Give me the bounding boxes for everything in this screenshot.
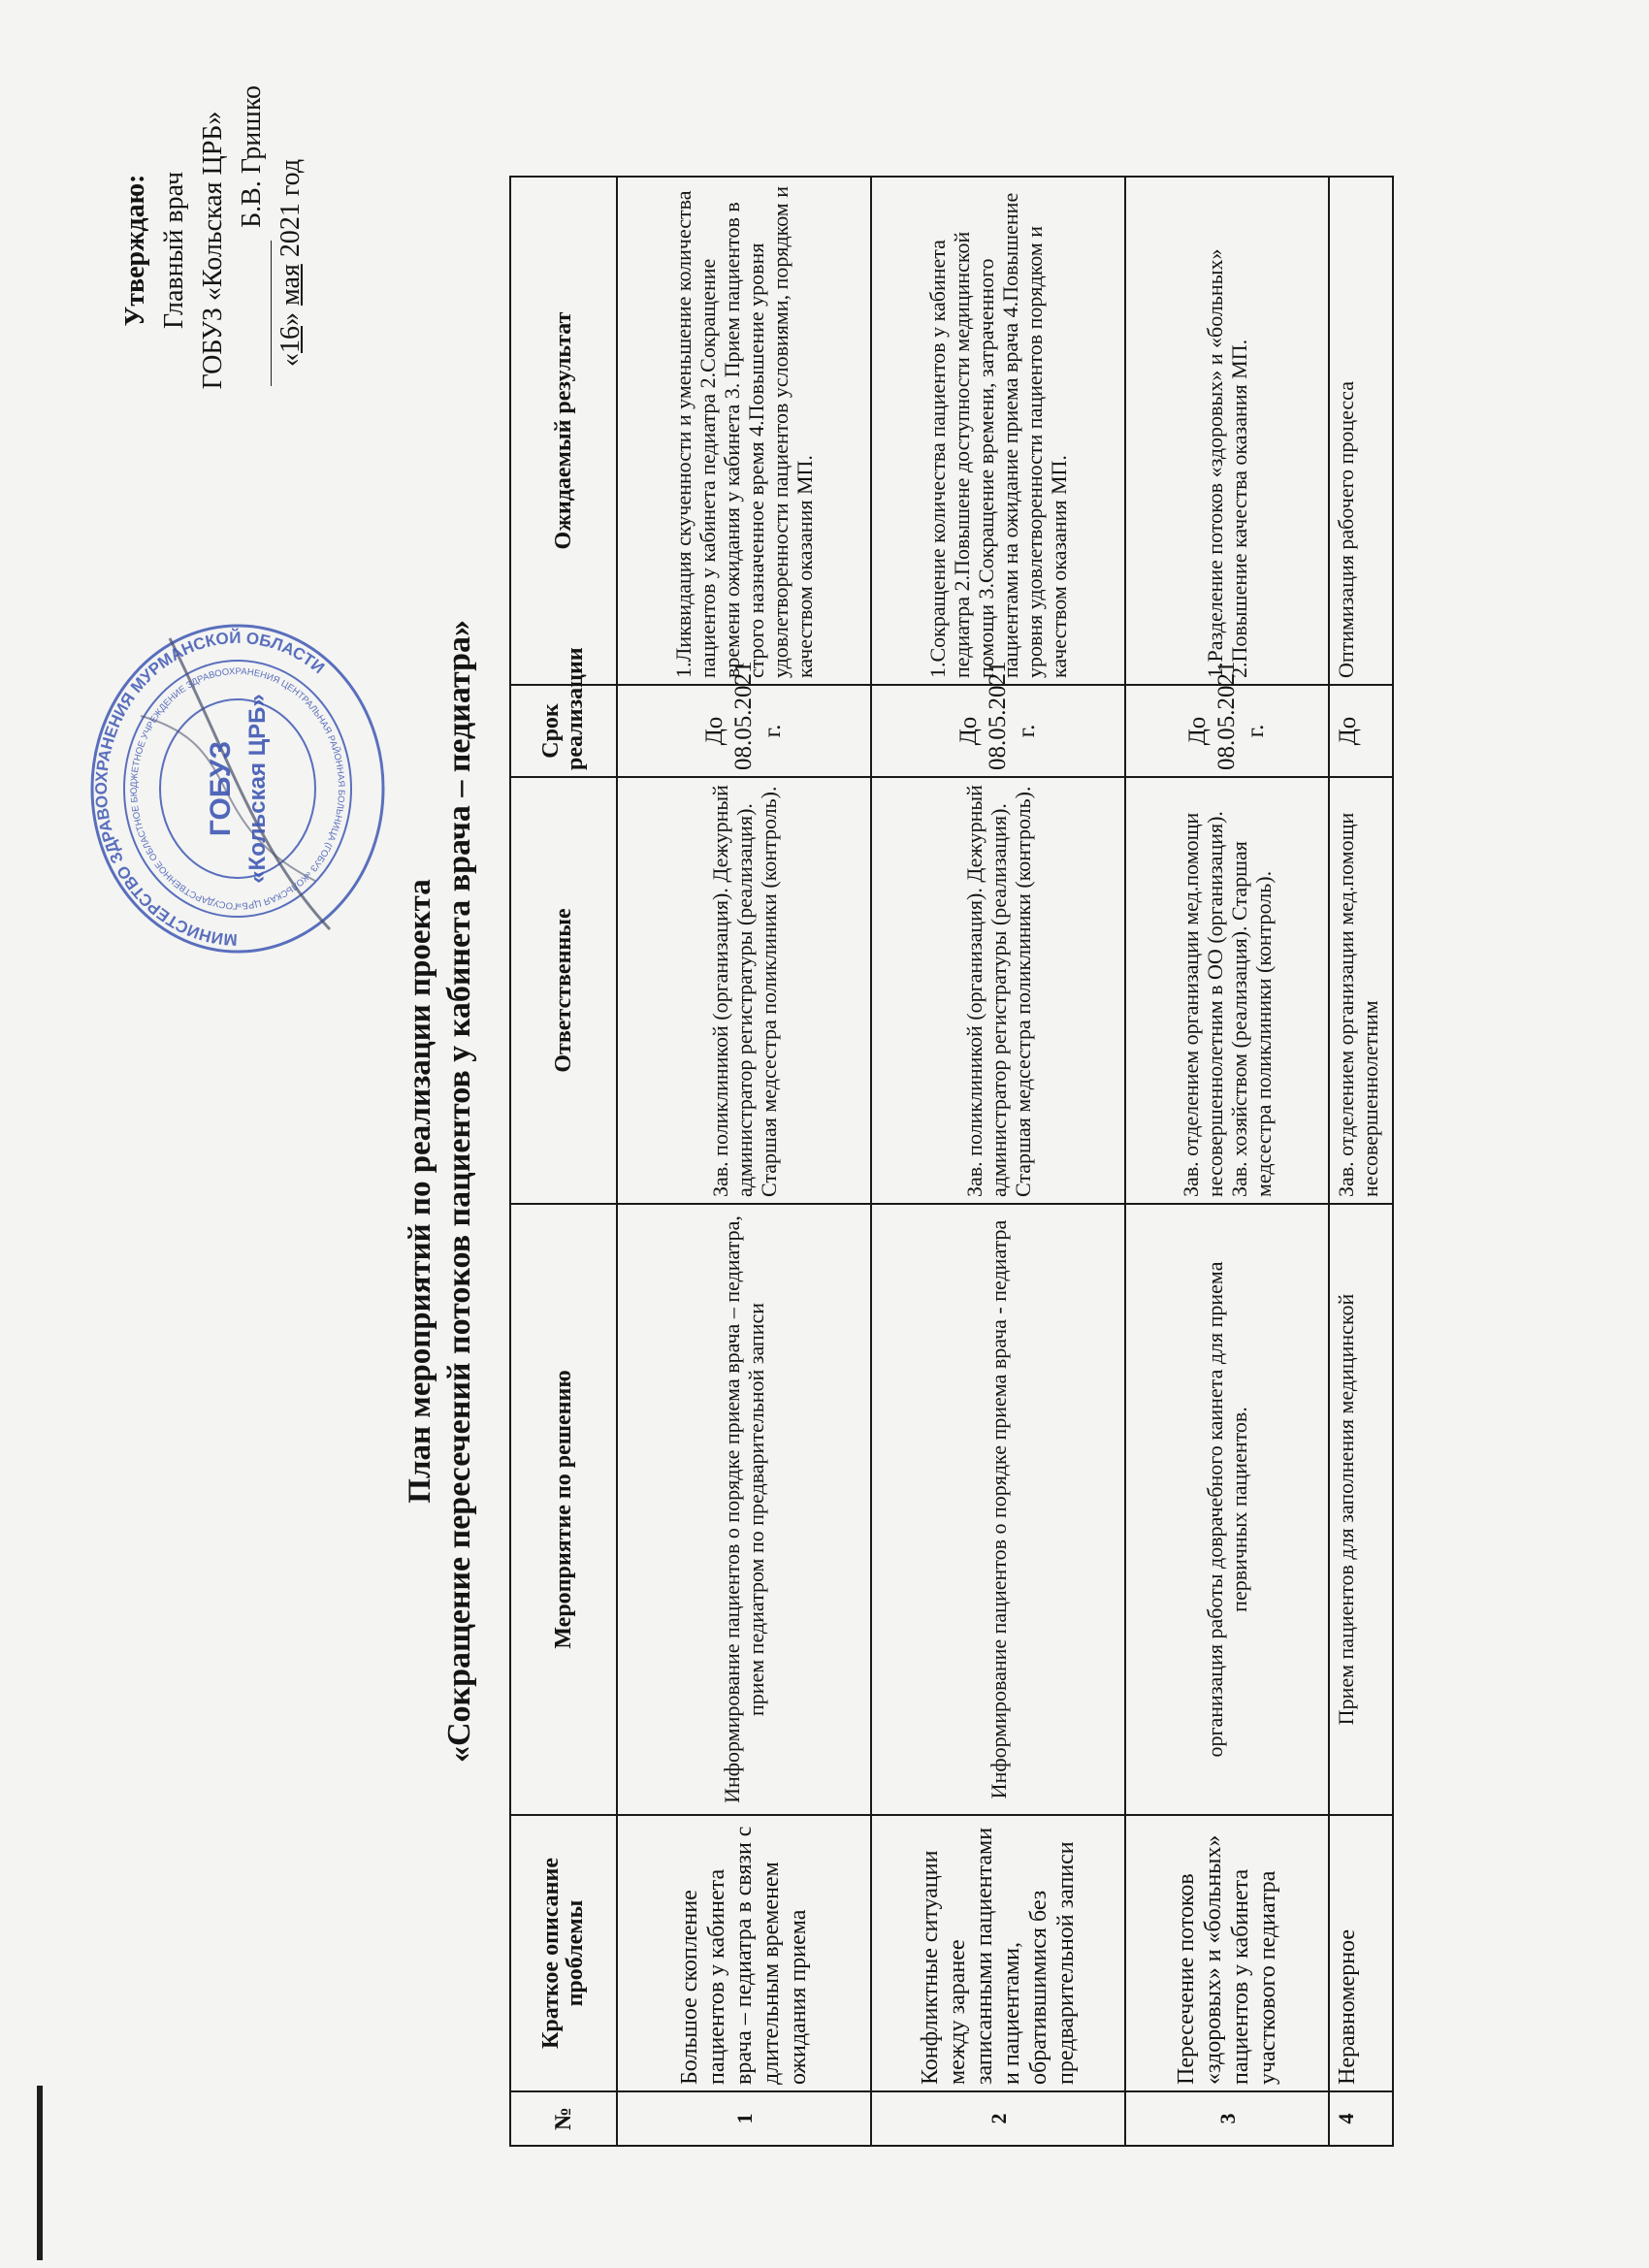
row-problem: Конфликтные ситуации между заранее записанными пациентами и пациентами, обратившимися без предварительной записи xyxy=(871,1815,1125,2091)
row-num: 4 xyxy=(1329,2091,1393,2146)
row-result: 1.Сокращение количества пациентов у кабинета педиатра 2.Повышене доступности медицинской помощи 3.Сокращение времени, затраченного пациентами на ожидание приема врача 4.Повышение уровня удовлетворенности пациентов порядком и качеством оказания МП. xyxy=(871,177,1125,685)
approval-signature-line xyxy=(233,85,272,415)
header-num: № xyxy=(510,2091,617,2146)
row-num: 2 xyxy=(871,2091,1125,2146)
row-problem: Большое скопление пациентов у кабинета врача – педиатра в связи с длительным временем ожидания приема xyxy=(617,1815,871,2091)
approval-signer: Б.В. Гришко xyxy=(237,85,267,228)
row-responsible: Зав. поликлиникой (организация). Дежурный администратор регистратуры (реализация). Старшая медсестра поликлиники (контроль). xyxy=(617,777,871,1204)
approval-block xyxy=(116,85,310,415)
row-term: До 08.05.2021 г. xyxy=(871,685,1125,777)
row-measure: организация работы доврачебного каинета для приема первичных пациентов. xyxy=(1125,1204,1329,1815)
row-measure: Информирование пациентов о порядке приема врача – педиатра, прием педиатром по предварительной записи xyxy=(617,1204,871,1815)
row-term: До xyxy=(1329,685,1393,777)
approval-position: Главный врач xyxy=(159,171,189,330)
table-header-row xyxy=(510,177,617,2146)
table-row xyxy=(1125,177,1329,2146)
header-term: Срок реализации xyxy=(510,685,617,777)
scan-edge-mark xyxy=(37,2086,43,2260)
table-row xyxy=(871,177,1125,2146)
date-day: 16 xyxy=(275,326,306,353)
document-title: План мероприятий по реализации проекта xyxy=(403,879,437,1504)
row-responsible: Зав. отделением организации мед.помощи несовершеннолетним в ОО (организация). Зав. хозяйством (реализация). Старшая медсестра поликлиники (контроль). xyxy=(1125,777,1329,1204)
header-measure: Мероприятие по решению xyxy=(510,1204,617,1815)
row-num: 1 xyxy=(617,2091,871,2146)
stamp-center-top: ГОБУЗ xyxy=(205,740,237,837)
table-row xyxy=(617,177,871,2146)
row-result: Оптимизация рабочего процесса xyxy=(1329,177,1393,685)
approval-title: Утверждаю: xyxy=(120,174,150,327)
row-responsible: Зав. поликлиникой (организация). Дежурный администратор регистратуры (реализация). Старшая медсестра поликлиники (контроль). xyxy=(871,777,1125,1204)
header-result: Ожидаемый результат xyxy=(510,177,617,685)
project-title: «Сокращение пересечений потоков пациентов у кабинета врача – педиатра» xyxy=(441,620,477,1763)
approval-date xyxy=(272,85,310,415)
row-result: 1.Разделение потоков «здоровых» и «больных» 2.Повышение качества оказания МП. xyxy=(1125,177,1329,685)
row-responsible: Зав. отделением организации мед.помощи несовершеннолетним xyxy=(1329,777,1393,1204)
approval-organization: ГОБУЗ «Кольская ЦРБ» xyxy=(198,111,228,390)
row-term: До 08.05.2021 г. xyxy=(617,685,871,777)
stamp-inner-text: ГОСУДАРСТВЕННОЕ ОБЛАСТНОЕ БЮДЖЕТНОЕ УЧРЕЖДЕНИЕ ЗДРАВООХРАНЕНИЯ ЦЕНТРАЛЬНАЯ РАЙОННАЯ БОЛЬНИЦА (ГОБУЗ «КОЛЬСКАЯ ЦРБ» xyxy=(128,665,347,912)
header-problem: Краткое описание проблемы xyxy=(510,1815,617,2091)
row-measure: Прием пациентов для заполнения медицинской xyxy=(1329,1204,1393,1815)
stamp-center-bottom: «Кольская ЦРБ» xyxy=(244,694,271,884)
row-problem: Неравномерное xyxy=(1329,1815,1393,2091)
date-month: мая xyxy=(275,264,306,306)
stamp-outer-text: МИНИСТЕРСТВО ЗДРАВООХРАНЕНИЯ МУРМАНСКОЙ ОБЛАСТИ xyxy=(91,628,329,950)
row-term: До 08.05.2021 г. xyxy=(1125,685,1329,777)
row-problem: Пересечение потоков «здоровых» и «больных» пациентов у кабинета участкового педиатра xyxy=(1125,1815,1329,2091)
action-plan-table xyxy=(509,176,1394,2147)
signature-blank xyxy=(233,241,272,386)
date-quote-open: « xyxy=(275,353,306,367)
row-num: 3 xyxy=(1125,2091,1329,2146)
row-measure: Информирование пациентов о порядке приема врача - педиатра xyxy=(871,1204,1125,1815)
row-result: 1.Ликвидация скученности и уменьшение количества пациентов у кабинета педиатра 2.Сокращение времени ожидания у кабинета 3. Прием пациентов в строго назначенное время 4.Повышение уровня удовлетворенности пациентов условиями, порядком и качеством оказания МП. xyxy=(617,177,871,685)
stamp-seal xyxy=(82,609,393,968)
header-responsible: Ответственные xyxy=(510,777,617,1204)
table-row xyxy=(1329,177,1393,2146)
date-year: 2021 год xyxy=(275,158,306,258)
date-quote-close: » xyxy=(275,312,306,326)
